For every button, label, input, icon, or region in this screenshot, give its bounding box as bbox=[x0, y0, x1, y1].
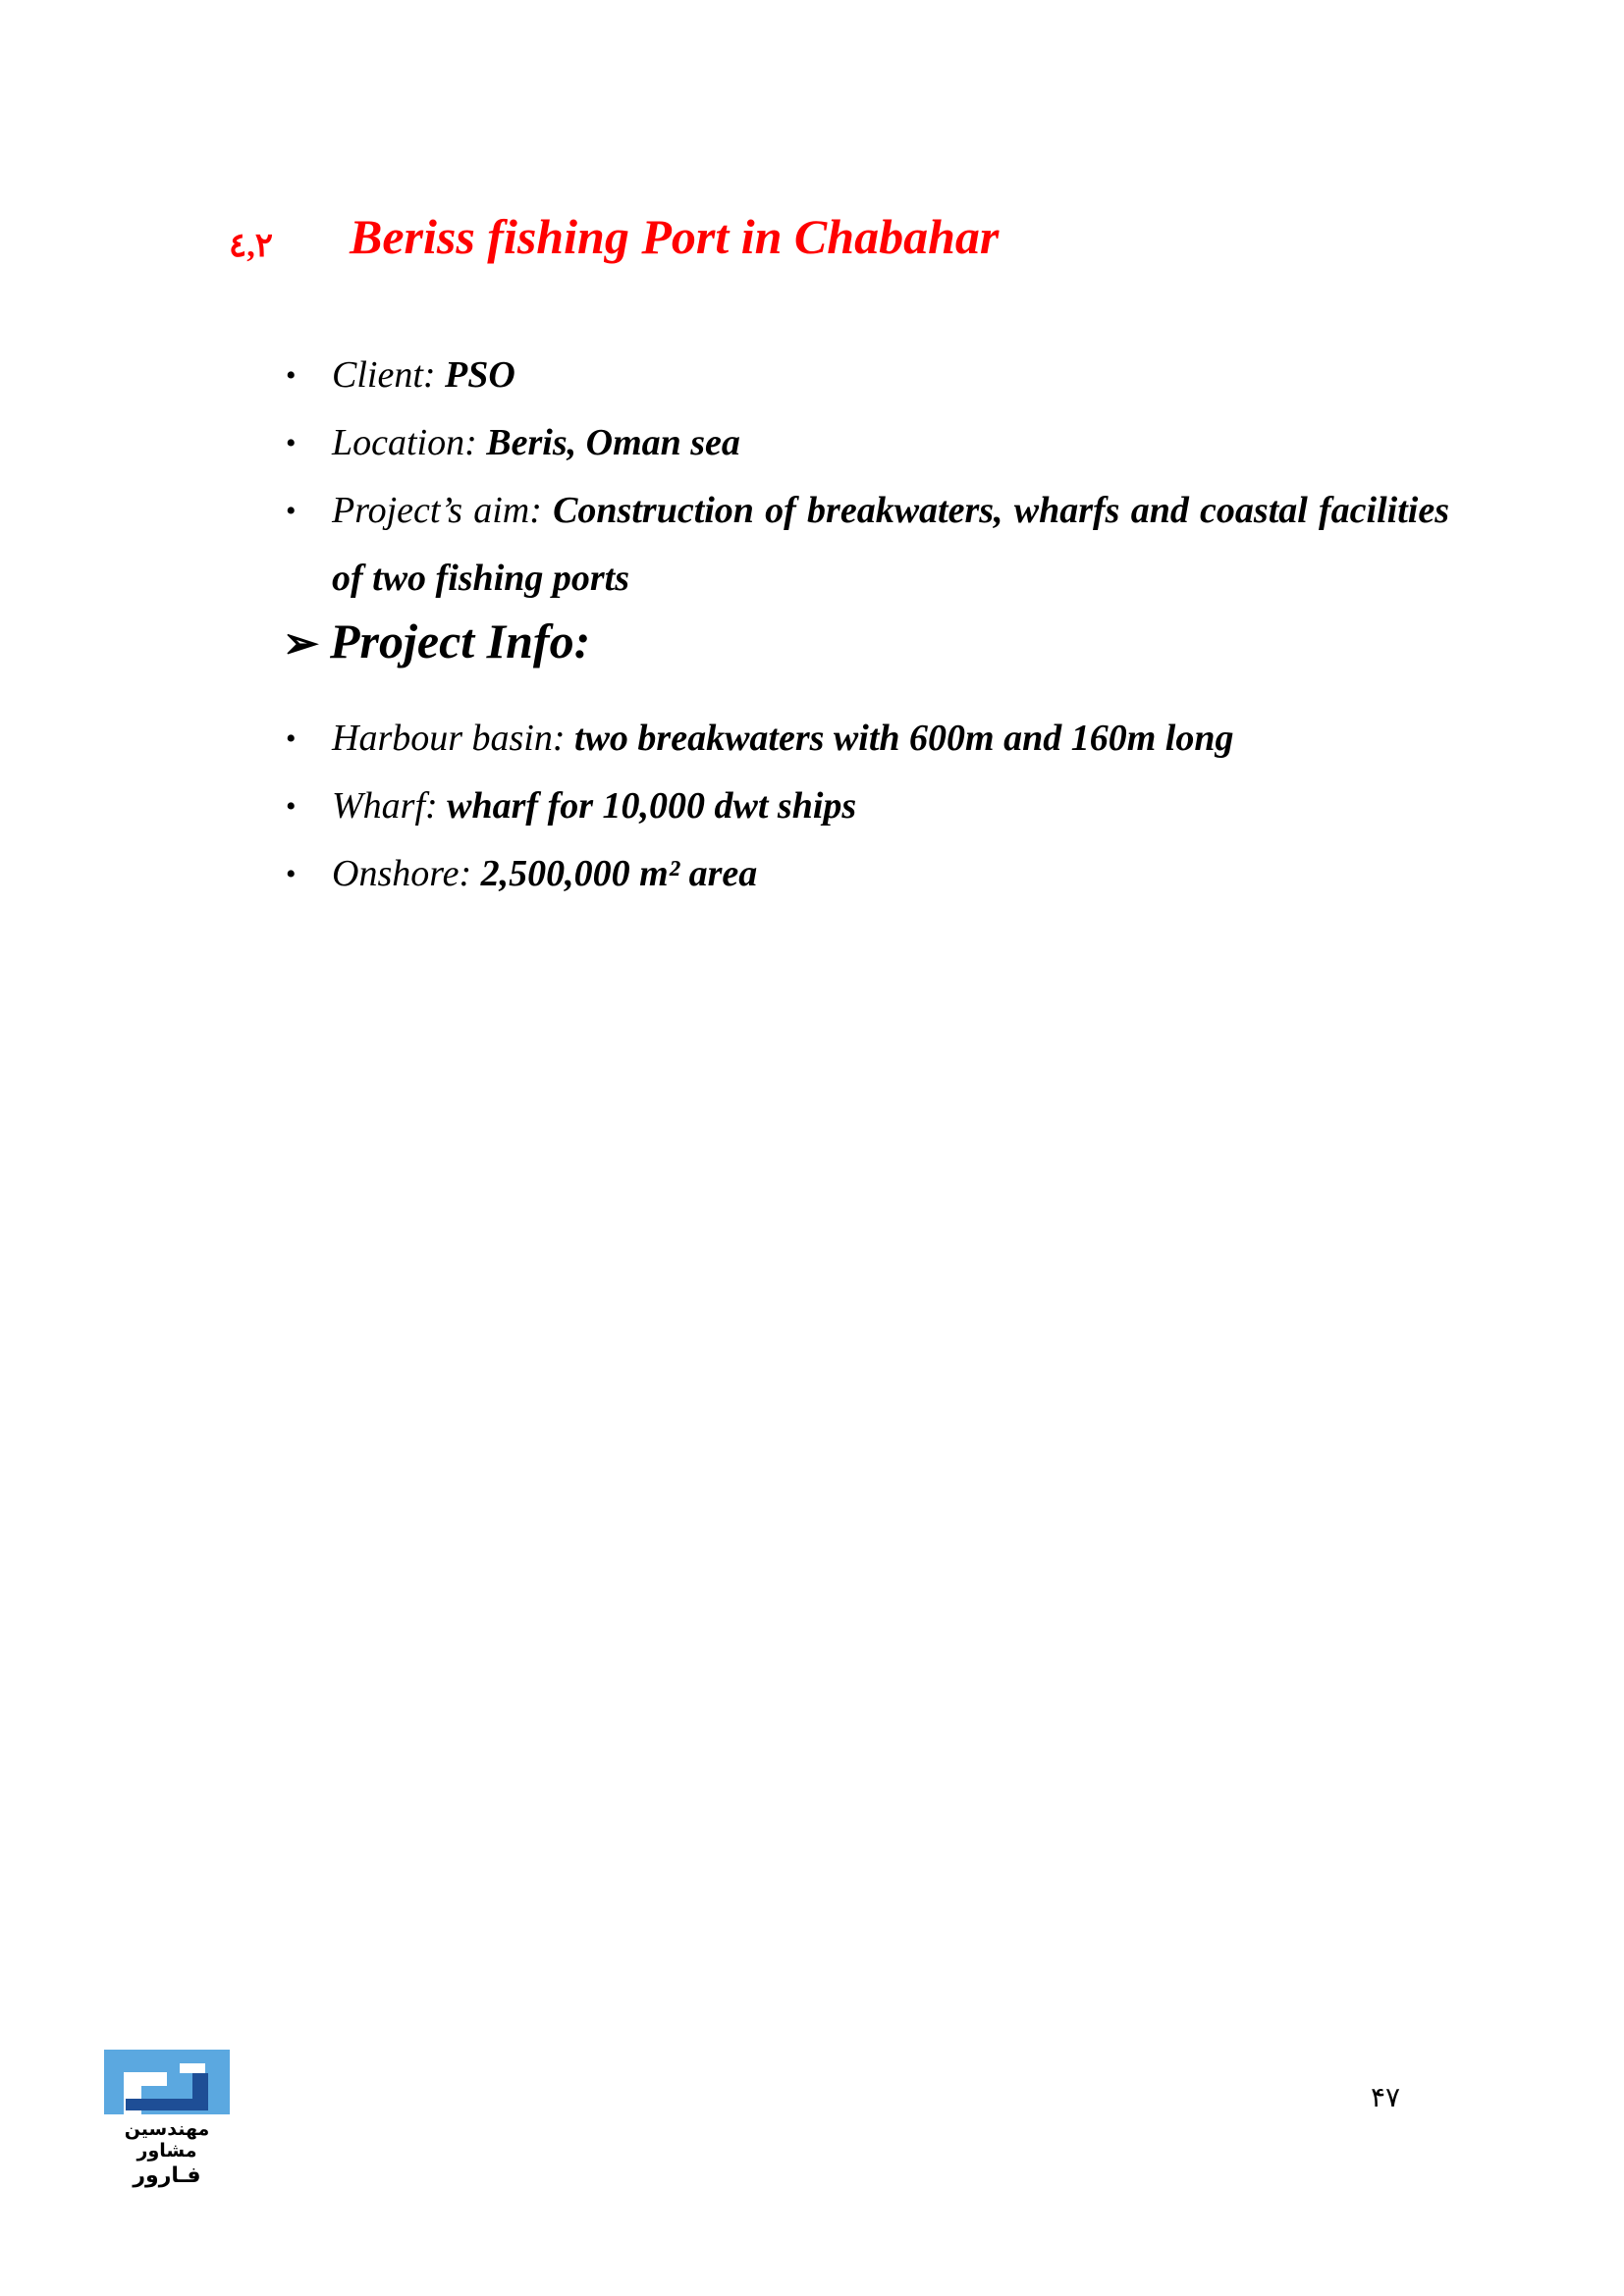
bullet-icon: • bbox=[286, 427, 297, 459]
list-item-harbour-basin bbox=[283, 705, 1449, 773]
project-aim-value: Construction of breakwaters, wharfs and coastal facilities of two fishing ports bbox=[332, 490, 1449, 599]
bullet-icon: • bbox=[286, 858, 297, 890]
section-title: Beriss fishing Port in Chabahar bbox=[350, 209, 1000, 264]
wharf-label: Wharf: bbox=[332, 785, 448, 827]
onshore-value: 2,500,000 m² area bbox=[480, 853, 758, 894]
harbour-basin-label: Harbour basin: bbox=[332, 718, 575, 759]
harbour-basin-value: two breakwaters with 600m and 160m long bbox=[574, 718, 1234, 759]
wharf-value: wharf for 10,000 dwt ships bbox=[447, 785, 857, 827]
arrow-bullet-icon: ➢ bbox=[283, 619, 319, 667]
project-info-heading bbox=[283, 613, 590, 669]
client-label: Client: bbox=[332, 354, 446, 396]
list-item-client bbox=[283, 342, 1449, 409]
logo-text-line-1: مهندسین مشاور bbox=[124, 2118, 210, 2162]
logo-mark-icon bbox=[104, 2050, 230, 2114]
list-item-location bbox=[283, 409, 1449, 477]
list-item-wharf bbox=[283, 773, 1449, 840]
location-value: Beris, Oman sea bbox=[486, 422, 740, 463]
location-label: Location: bbox=[332, 422, 487, 463]
section-number: ٤,٢ bbox=[229, 228, 274, 264]
company-logo bbox=[104, 2050, 230, 2188]
bullet-icon: • bbox=[286, 722, 297, 755]
list-item-project-aim bbox=[283, 477, 1449, 613]
onshore-label: Onshore: bbox=[332, 853, 481, 894]
bullet-icon: • bbox=[286, 359, 297, 392]
project-info-title: Project Info: bbox=[330, 614, 591, 668]
project-info-list bbox=[283, 705, 1449, 908]
project-details-list bbox=[283, 342, 1449, 613]
list-item-onshore bbox=[283, 840, 1449, 908]
project-aim-label: Project’s aim: bbox=[332, 490, 554, 531]
page-number: ۴۷ bbox=[1371, 2081, 1401, 2113]
logo-text-line-2: فـارور bbox=[133, 2163, 201, 2188]
bullet-icon: • bbox=[286, 790, 297, 823]
bullet-icon: • bbox=[286, 495, 297, 527]
client-value: PSO bbox=[445, 354, 515, 396]
